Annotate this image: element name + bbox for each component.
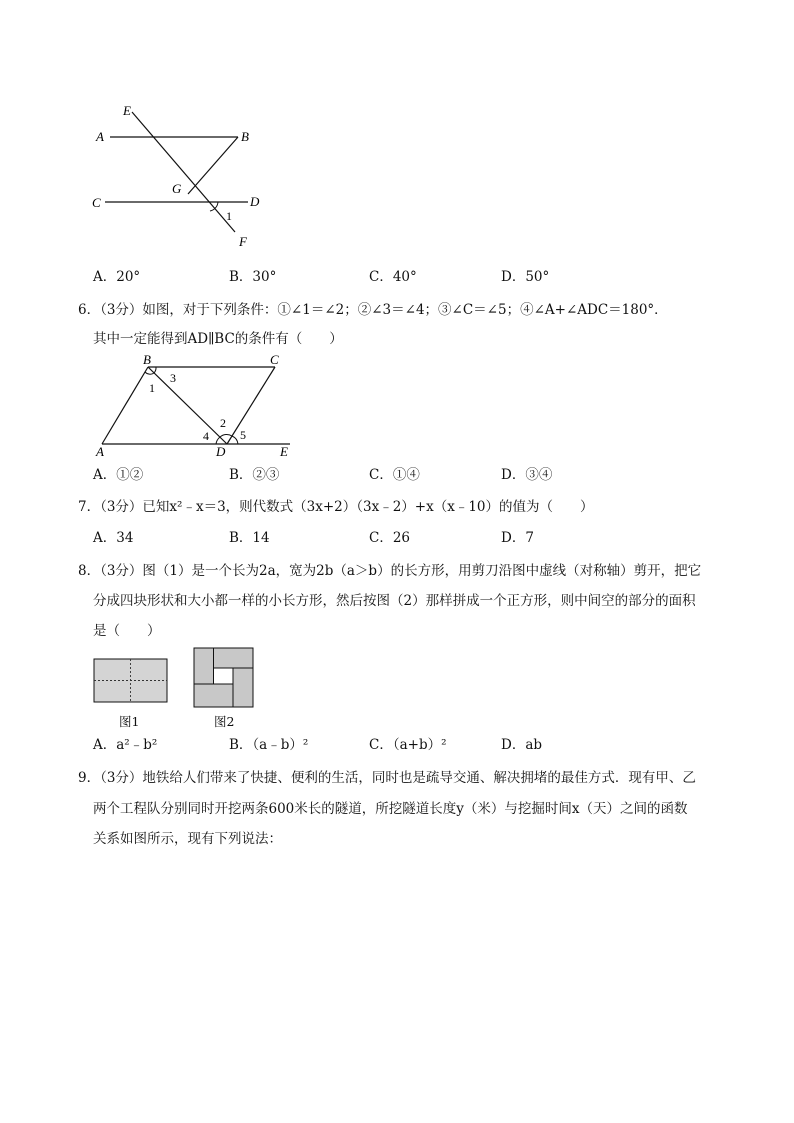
label-f: F (239, 234, 247, 249)
line-ef (132, 112, 235, 232)
q6-option-d[interactable]: D．③④ (501, 467, 553, 483)
q6-option-a[interactable]: A．①② (93, 467, 144, 483)
label-angle-4: 4 (203, 429, 209, 443)
q8-option-d[interactable]: D．ab (501, 737, 543, 753)
q8-stem-line1: 8．（3分）图（1）是一个长为2a，宽为2b（a＞b）的长方形，用剪刀沿图中虚线（对称轴）剪开，把它 (78, 563, 702, 579)
q7-stem: 7．（3分）已知x²﹣x＝3，则代数式（3x+2）（3x﹣2）+x（x﹣10）的值为（ ） (78, 499, 594, 515)
label-d: D (250, 194, 260, 209)
q6-option-c[interactable]: C．①④ (369, 467, 420, 483)
line-ab (102, 367, 148, 444)
label-angle-2: 2 (220, 416, 226, 430)
q8-option-a[interactable]: A．a²﹣b² (93, 737, 158, 753)
q8-option-b[interactable]: B．（a﹣b）² (229, 737, 309, 753)
q7-option-b[interactable]: B．14 (229, 530, 270, 546)
q8-figure-2 (193, 647, 255, 709)
q8-option-c[interactable]: C．（a+b）² (369, 737, 447, 753)
label-e: E (123, 103, 131, 118)
label-angle-3: 3 (170, 371, 176, 385)
q5-option-c[interactable]: C．40° (369, 269, 417, 285)
q5-option-b[interactable]: B．30° (229, 269, 277, 285)
q5-option-d[interactable]: D．50° (501, 269, 550, 285)
label-d: D (216, 444, 226, 459)
q8-figure-1-caption: 图1 (119, 714, 140, 729)
angle-b-arcs (145, 367, 156, 374)
label-b: B (143, 352, 151, 367)
label-g: G (172, 181, 182, 196)
q7-option-c[interactable]: C．26 (369, 530, 411, 546)
q7-option-a[interactable]: A．34 (93, 530, 134, 546)
line-cd (227, 367, 275, 444)
q5-option-a[interactable]: A．20° (93, 269, 141, 285)
q8-figure-2-caption: 图2 (214, 714, 235, 729)
label-c: C (270, 352, 279, 367)
q9-stem-line1: 9．（3分）地铁给人们带来了快捷、便利的生活，同时也是疏导交通、解决拥堵的最佳方式．现有甲、乙 (78, 770, 696, 786)
q6-stem-line2: 其中一定能得到AD∥BC的条件有（ ） (93, 331, 343, 347)
q6-stem-line1: 6．（3分）如图，对于下列条件：①∠1＝∠2；②∠3＝∠4；③∠C＝∠5；④∠A+∠ADC＝180°． (78, 302, 668, 318)
label-e: E (280, 444, 288, 459)
q6-option-b[interactable]: B．②③ (229, 467, 280, 483)
label-angle-1: 1 (149, 381, 155, 395)
label-c: C (92, 195, 101, 210)
q7-option-d[interactable]: D．7 (501, 530, 534, 546)
label-angle-1: 1 (226, 209, 232, 223)
label-b: B (241, 129, 249, 144)
q8-stem-line3: 是（ ） (93, 623, 161, 639)
q9-stem-line2: 两个工程队分别同时开挖两条600米长的隧道，所挖隧道长度y（米）与挖掘时间x（天）之间的函数 (93, 801, 688, 817)
q6-figure (90, 352, 305, 462)
angle-1-arc (210, 202, 218, 211)
label-angle-5: 5 (240, 428, 246, 442)
label-a: A (96, 129, 104, 144)
q5-figure (85, 100, 275, 260)
line-bd (148, 367, 227, 444)
q8-figure-1 (93, 658, 169, 704)
label-a: A (96, 444, 104, 459)
q8-stem-line2: 分成四块形状和大小都一样的小长方形，然后按图（2）那样拼成一个正方形，则中间空的部分的面积 (93, 593, 696, 609)
q9-stem-line3: 关系如图所示，现有下列说法： (93, 831, 282, 847)
line-bg (188, 137, 238, 194)
